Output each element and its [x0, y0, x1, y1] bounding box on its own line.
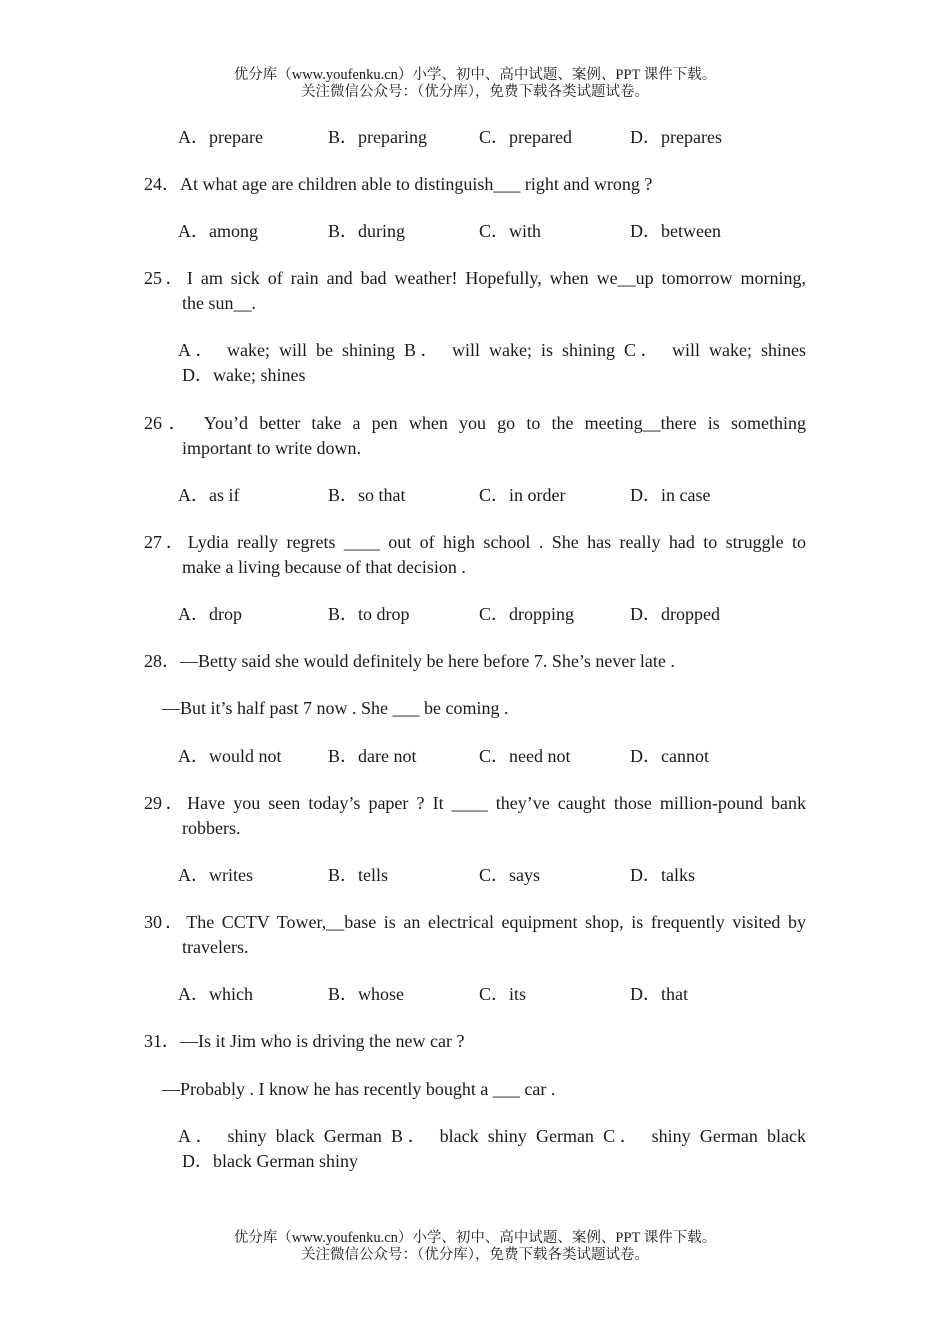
q30-option-b[interactable]: B．whose	[328, 984, 404, 1004]
q28-line-1: 28．—Betty said she would definitely be here before 7. She’s never late .	[144, 651, 675, 671]
q27-option-b[interactable]: B．to drop	[328, 604, 410, 624]
q29-option-c[interactable]: C．says	[479, 865, 541, 885]
q28-option-d[interactable]: D．cannot	[630, 746, 709, 766]
q30-option-d[interactable]: D．that	[630, 984, 688, 1004]
q26-line-2: important to write down.	[182, 438, 361, 458]
q31-line-1: 31．—Is it Jim who is driving the new car ?	[144, 1031, 465, 1051]
q28-option-a[interactable]: A．would not	[178, 746, 282, 766]
q26-option-a[interactable]: A．as if	[178, 485, 240, 505]
q24-option-c[interactable]: C．with	[479, 221, 542, 241]
q27-option-c[interactable]: C．dropping	[479, 604, 575, 624]
q25-line-1: 25．I am sick of rain and bad weather! Hopefully, when we__up tomorrow morning,	[144, 268, 806, 288]
q25-line-2: the sun__.	[182, 293, 256, 313]
q29-line-1: 29．Have you seen today’s paper ? It ____ they’ve caught those million-pound bank	[144, 793, 806, 813]
page-footer	[0, 1230, 950, 1264]
q30-stem	[144, 910, 806, 960]
q26-option-d[interactable]: D．in case	[630, 485, 711, 505]
q25-options-line-1[interactable]: A． wake; will be shining B． will wake; is shining C． will wake; shines	[178, 340, 806, 360]
q29-option-d[interactable]: D．talks	[630, 865, 695, 885]
q27-option-d[interactable]: D．dropped	[630, 604, 720, 624]
header-line-2: 关注微信公众号：（优分库），免费下载各类试题试卷。	[301, 84, 649, 100]
q30-option-a[interactable]: A．which	[178, 984, 253, 1004]
q25-options-line-2[interactable]: D．wake; shines	[182, 365, 306, 385]
q26-stem	[144, 411, 806, 461]
q31-options-line-2[interactable]: D．black German shiny	[182, 1151, 358, 1171]
q28-option-b[interactable]: B．dare not	[328, 746, 417, 766]
q30-option-c[interactable]: C．its	[479, 984, 527, 1004]
q24-stem: 24．At what age are children able to distinguish___ right and wrong ?	[144, 174, 653, 194]
q30-line-1: 30．The CCTV Tower,__base is an electrical equipment shop, is frequently visited by	[144, 912, 806, 932]
q24-option-a[interactable]: A．among	[178, 221, 258, 241]
q24-option-b[interactable]: B．during	[328, 221, 406, 241]
q23-option-a[interactable]: A．prepare	[178, 127, 263, 147]
q26-line-1: 26． You’d better take a pen when you go to the meeting__there is something	[144, 413, 806, 433]
q23-option-c[interactable]: C．prepared	[479, 127, 572, 147]
footer-line-2: 关注微信公众号：（优分库），免费下载各类试题试卷。	[301, 1247, 649, 1263]
q29-option-a[interactable]: A．writes	[178, 865, 253, 885]
q28-option-c[interactable]: C．need not	[479, 746, 571, 766]
page-header	[0, 67, 950, 101]
q23-option-b[interactable]: B．preparing	[328, 127, 427, 147]
q31-options-line-1[interactable]: A． shiny black German B． black shiny German C． shiny German black	[178, 1126, 806, 1146]
q31-line-2: —Probably . I know he has recently bought a ___ car .	[162, 1079, 556, 1099]
q30-line-2: travelers.	[182, 937, 249, 957]
q27-line-2: make a living because of that decision .	[182, 557, 466, 577]
q27-stem	[144, 530, 806, 580]
q26-option-c[interactable]: C．in order	[479, 485, 566, 505]
q29-stem	[144, 791, 806, 841]
q29-option-b[interactable]: B．tells	[328, 865, 389, 885]
q24-option-d[interactable]: D．between	[630, 221, 721, 241]
footer-line-1: 优分库（www.youfenku.cn）小学、初中、高中试题、案例、PPT 课件下载。	[233, 1230, 717, 1246]
q29-line-2: robbers.	[182, 818, 241, 838]
q27-option-a[interactable]: A．drop	[178, 604, 242, 624]
q26-option-b[interactable]: B．so that	[328, 485, 406, 505]
q23-option-d[interactable]: D．prepares	[630, 127, 722, 147]
q28-line-2: —But it’s half past 7 now . She ___ be coming .	[162, 698, 509, 718]
q25-stem	[144, 266, 806, 316]
header-line-1: 优分库（www.youfenku.cn）小学、初中、高中试题、案例、PPT 课件下载。	[233, 67, 717, 83]
q27-line-1: 27．Lydia really regrets ____ out of high school . She has really had to struggle to	[144, 532, 806, 552]
